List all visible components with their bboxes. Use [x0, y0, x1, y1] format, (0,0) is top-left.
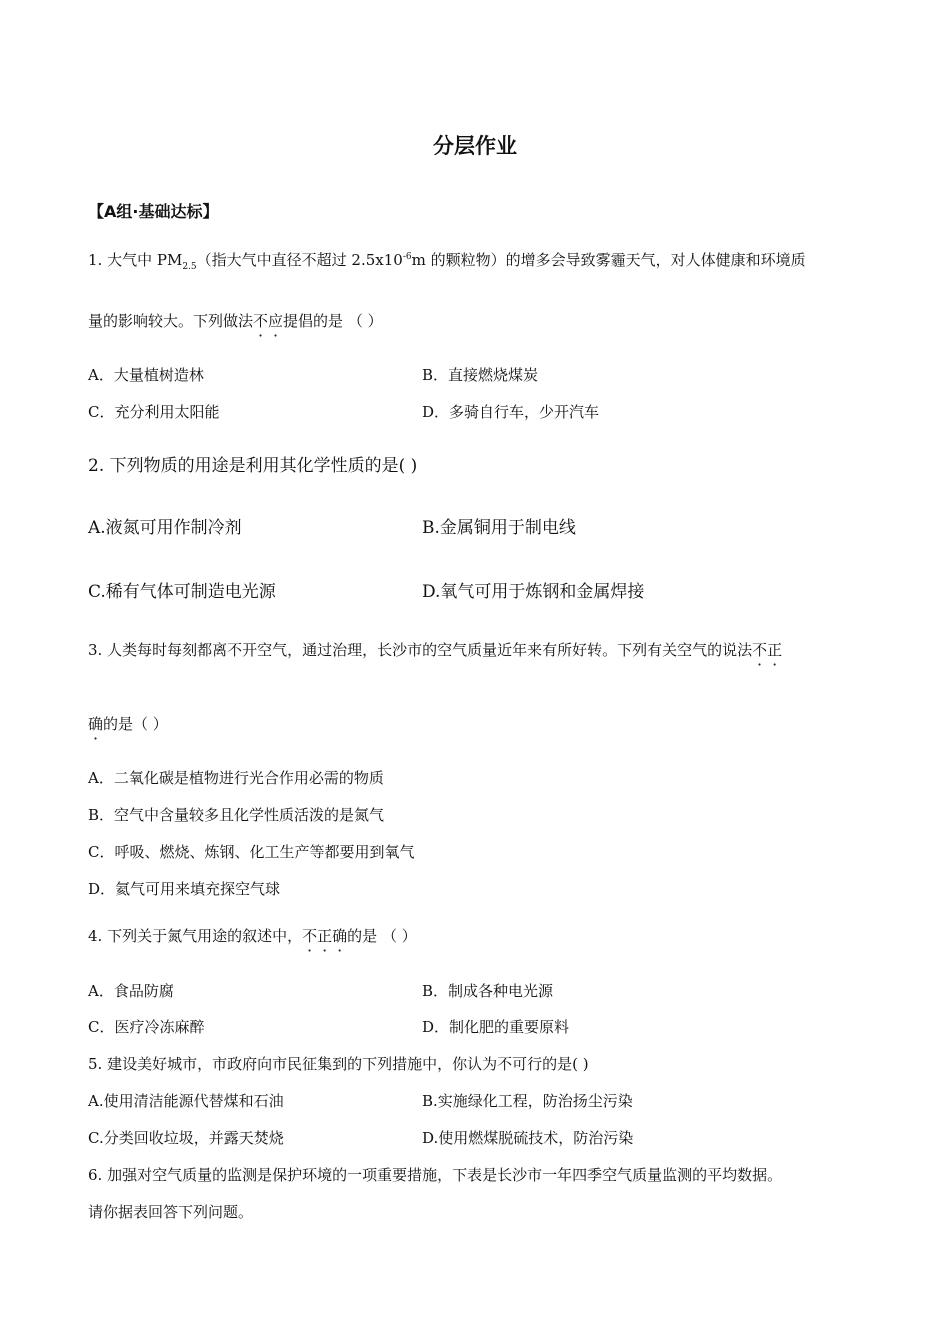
q2-option-b: B.金属铜用于制电线 — [422, 518, 576, 538]
q4-text-b: 的是 — [347, 927, 378, 945]
q5-option-d: D.使用燃煤脱硫技术，防治污染 — [422, 1129, 634, 1147]
q4-emphasis-1: 不 — [302, 927, 318, 945]
q1-option-d: D．多骑自行车，少开汽车 — [422, 403, 600, 421]
q5-option-b: B.实施绿化工程，防治扬尘污染 — [422, 1092, 633, 1110]
q1-text-a: 1. 大气中 PM — [88, 251, 183, 269]
q4-text-a: 4. 下列关于氮气用途的叙述中， — [88, 927, 303, 945]
q6-stem-line1: 6. 加强对空气质量的监测是保护环境的一项重要措施，下表是长沙市一年四季空气质量监测的平均数据。 — [88, 1166, 783, 1184]
q3-option-d: D．氦气可用来填充探空气球 — [88, 880, 281, 898]
q5-option-a: A.使用清洁能源代替煤和石油 — [88, 1092, 284, 1110]
q1-stem-line2 — [88, 310, 383, 331]
q4-stem — [88, 925, 417, 946]
q1-answer-blank: （ ） — [347, 312, 383, 330]
q1-text-d: 量的影响较大。下列做法 — [88, 312, 254, 330]
q3-text-b: 的是（ ） — [103, 715, 168, 733]
q3-stem-line1 — [88, 639, 782, 660]
q4-answer-blank: （ ） — [381, 927, 417, 945]
q6-stem-line2: 请你据表回答下列问题。 — [88, 1203, 254, 1221]
q3-emphasis-2: 正 — [767, 641, 783, 659]
q3-option-a: A．二氧化碳是植物进行光合作用必需的物质 — [88, 769, 384, 787]
q4-emphasis-2: 正 — [317, 927, 333, 945]
q4-option-a: A．食品防腐 — [88, 982, 174, 1000]
q2-option-a: A.液氮可用作制冷剂 — [88, 518, 242, 538]
q3-emphasis-1: 不 — [752, 641, 768, 659]
q1-subscript: 2.5 — [182, 262, 197, 272]
q2-option-c: C.稀有气体可制造电光源 — [88, 582, 276, 602]
section-heading: 【A组·基础达标】 — [88, 202, 219, 221]
q1-text-b: （指大气中直径不超过 2.5x10 — [196, 251, 403, 269]
q1-text-c: m 的颗粒物）的增多会导致雾霾天气，对人体健康和环境质 — [411, 251, 806, 269]
q1-superscript: -6 — [402, 252, 412, 262]
q5-stem: 5. 建设美好城市，市政府向市民征集到的下列措施中，你认为不可行的是( ) — [88, 1055, 589, 1073]
q1-emphasis-2: 应 — [268, 312, 284, 330]
q1-option-a: A．大量植树造林 — [88, 366, 204, 384]
q5-option-c: C.分类回收垃圾，并露天焚烧 — [88, 1129, 284, 1147]
q1-option-c: C．充分利用太阳能 — [88, 403, 220, 421]
q2-stem: 2. 下列物质的用途是利用其化学性质的是( ) — [88, 456, 418, 476]
page-title: 分层作业 — [433, 134, 517, 158]
q4-option-c: C．医疗冷冻麻醉 — [88, 1018, 205, 1036]
q3-text-a: 3. 人类每时每刻都离不开空气，通过治理，长沙市的空气质量近年来有所好转。下列有关空气的说法 — [88, 641, 753, 659]
q4-option-d: D．制化肥的重要原料 — [422, 1018, 570, 1036]
q1-text-e: 提倡的是 — [283, 312, 344, 330]
q1-stem-line1 — [88, 249, 806, 272]
q4-emphasis-3: 确 — [332, 927, 348, 945]
q4-option-b: B．制成各种电光源 — [422, 982, 554, 1000]
q3-emphasis-3: 确 — [88, 715, 104, 733]
q1-emphasis-1: 不 — [253, 312, 269, 330]
q3-option-c: C．呼吸、燃烧、炼钢、化工生产等都要用到氧气 — [88, 843, 415, 861]
q2-option-d: D.氧气可用于炼钢和金属焊接 — [422, 582, 645, 602]
q1-option-b: B．直接燃烧煤炭 — [422, 366, 539, 384]
q3-stem-line2 — [88, 713, 168, 734]
q3-option-b: B．空气中含量较多且化学性质活泼的是氮气 — [88, 806, 385, 824]
